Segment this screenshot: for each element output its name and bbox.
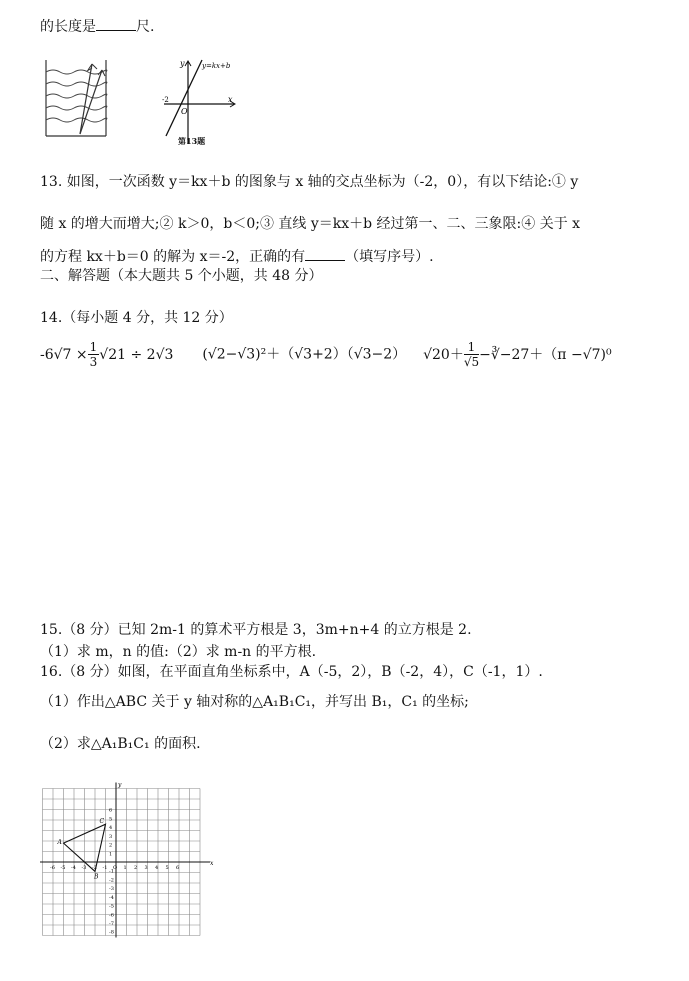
coordinate-grid bbox=[40, 778, 220, 946]
y-tick-label: 2 bbox=[109, 842, 113, 849]
y-tick-label: -8 bbox=[109, 929, 114, 936]
top-line-text: 的长度是 bbox=[40, 19, 96, 35]
top-line-unit: 尺. bbox=[136, 19, 155, 35]
graph-x-intercept-label: -2 bbox=[162, 96, 169, 104]
top-line bbox=[40, 16, 154, 37]
point-b-label: B bbox=[94, 873, 99, 881]
section2-heading: 二、解答题（本大题共 5 个小题，共 48 分） bbox=[40, 268, 323, 284]
x-tick-label: -5 bbox=[60, 865, 66, 871]
q15-line2: （1）求 m，n 的值:（2）求 m-n 的平方根. bbox=[40, 644, 317, 660]
y-tick-label: -5 bbox=[109, 903, 114, 910]
graph-axis-y-label: y bbox=[180, 59, 185, 68]
reed-water-figure bbox=[40, 54, 112, 140]
point-c-label: C bbox=[99, 818, 105, 826]
graph-axis-x-label: x bbox=[228, 95, 233, 104]
q13-line1: 13. 如图，一次函数 y＝kx＋b 的图象与 x 轴的交点坐标为（-2，0），有以下结论:① y bbox=[40, 174, 579, 190]
y-tick-label: 1 bbox=[109, 851, 113, 858]
x-tick-label: 2 bbox=[134, 865, 138, 871]
x-tick-label: -6 bbox=[50, 865, 55, 871]
y-tick-label: 6 bbox=[109, 807, 113, 814]
q14-title: 14.（每小题 4 分，共 12 分） bbox=[40, 310, 233, 326]
x-tick-label: O bbox=[113, 865, 118, 871]
q16-line1: 16.（8 分）如图，在平面直角坐标系中，A（-5，2），B（-2，4），C（-1，1）. bbox=[40, 664, 543, 680]
y-tick-label: -7 bbox=[109, 921, 114, 928]
answer-blank bbox=[96, 16, 136, 31]
x-tick-label: 3 bbox=[144, 865, 148, 871]
y-tick-label: 4 bbox=[109, 825, 113, 832]
y-tick-label: 5 bbox=[109, 816, 113, 823]
x-tick-label: 6 bbox=[176, 865, 180, 871]
q13-answer-blank bbox=[305, 246, 345, 261]
x-tick-label: -1 bbox=[102, 865, 108, 871]
q13-line3 bbox=[40, 246, 434, 267]
q14-expr1: -6√7 × $\frac{1}{3}$ √21 ÷ 2√3 bbox=[40, 340, 174, 369]
x-tick-label: 1 bbox=[123, 865, 127, 871]
y-tick-label: -6 bbox=[109, 912, 114, 919]
figure-caption: 第13题 bbox=[178, 136, 206, 146]
q14-expr3: √20＋ $\frac{1}{√5}$ −∛−27＋（π −√7)⁰ bbox=[423, 340, 612, 369]
grid-axis-x-label: x bbox=[210, 860, 214, 867]
x-tick-label: 5 bbox=[165, 865, 169, 871]
q13-line3-end: （填写序号）. bbox=[345, 249, 434, 265]
q16-line2: （1）作出△ABC 关于 y 轴对称的△A₁B₁C₁，并写出 B₁，C₁ 的坐标; bbox=[40, 694, 469, 710]
graph-function-label: y=kx+b bbox=[202, 62, 231, 70]
x-tick-label: -2 bbox=[92, 865, 97, 871]
graph-origin-label: O bbox=[181, 107, 188, 116]
q15-line1: 15.（8 分）已知 2m-1 的算术平方根是 3，3m+n+4 的立方根是 2. bbox=[40, 622, 472, 638]
q16-line3: （2）求△A₁B₁C₁ 的面积. bbox=[40, 736, 201, 752]
q14-expr2: (√2−√3)²＋（√3+2）（√3−2） bbox=[202, 346, 407, 363]
point-a-label: A bbox=[57, 839, 62, 847]
y-tick-label: -1 bbox=[109, 868, 114, 875]
y-tick-label: -4 bbox=[109, 894, 114, 901]
q13-line2: 随 x 的增大而增大;② k＞0，b＜0;③ 直线 y＝kx＋b 经过第一、二、三象限:④ 关于 x bbox=[40, 216, 581, 232]
y-tick-label: -2 bbox=[109, 877, 114, 884]
y-tick-label: -3 bbox=[109, 886, 114, 893]
q13-line3-text: 的方程 kx＋b＝0 的解为 x＝-2，正确的有 bbox=[40, 249, 306, 265]
grid-axis-y-label: y bbox=[118, 781, 122, 789]
x-tick-label: -4 bbox=[71, 865, 76, 871]
y-tick-label: 3 bbox=[109, 833, 113, 840]
x-tick-label: -3 bbox=[81, 865, 87, 871]
x-tick-label: 4 bbox=[155, 865, 159, 871]
q14-expressions bbox=[40, 340, 612, 369]
